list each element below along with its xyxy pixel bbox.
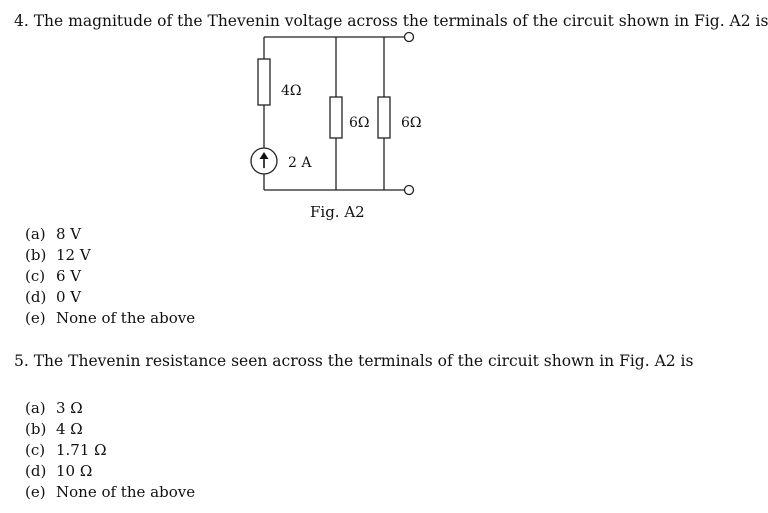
r2-label: 6Ω [349,115,370,131]
q5-option-c-text: 1.71 Ω [56,441,107,459]
q5-option-b-text: 4 Ω [56,420,83,438]
q5-option-a-label: (a) [25,399,46,417]
q4-option-a-text: 8 V [56,225,82,243]
r3-label: 6Ω [401,115,422,131]
q5-option-a-text: 3 Ω [56,399,83,417]
q5-option-d [25,462,92,480]
q5-option-e [25,483,195,501]
q5-option-a [25,399,83,417]
q5-option-e-text: None of the above [56,483,196,501]
q4-option-d-label: (d) [25,288,47,306]
q4-option-b-text: 12 V [56,246,91,264]
resistor-6-ohm-right [378,97,390,138]
source-label: 2 A [288,155,312,171]
terminal-b [405,186,414,195]
q4-option-d [25,288,81,306]
q5-option-b [25,420,83,438]
question-5-text: 5. The Thevenin resistance seen across the terminals of the circuit shown in Fig. A2 is [14,352,694,370]
q4-option-d-text: 0 V [56,288,82,306]
q4-option-c-label: (c) [25,267,46,285]
q5-option-d-text: 10 Ω [56,462,93,480]
q4-option-c-text: 6 V [56,267,82,285]
q5-option-d-label: (d) [25,462,47,480]
q4-option-e-label: (e) [25,309,46,327]
q4-option-b [25,246,91,264]
terminal-a [405,33,414,42]
figure-caption: Fig. A2 [310,203,365,221]
q4-option-e [25,309,195,327]
q4-option-c [25,267,81,285]
q4-option-a [25,225,81,243]
q5-option-c-label: (c) [25,441,46,459]
resistor-4-ohm [258,59,270,105]
r1-label: 4Ω [281,83,302,99]
resistor-6-ohm-middle [330,97,342,138]
q4-option-b-label: (b) [25,246,47,264]
q4-option-a-label: (a) [25,225,46,243]
question-4-text: 4. The magnitude of the Thevenin voltage across the terminals of the circuit shown in Fig. A2 is [14,12,768,30]
q5-option-b-label: (b) [25,420,47,438]
q4-option-e-text: None of the above [56,309,196,327]
q5-option-c [25,441,107,459]
q5-option-e-label: (e) [25,483,46,501]
